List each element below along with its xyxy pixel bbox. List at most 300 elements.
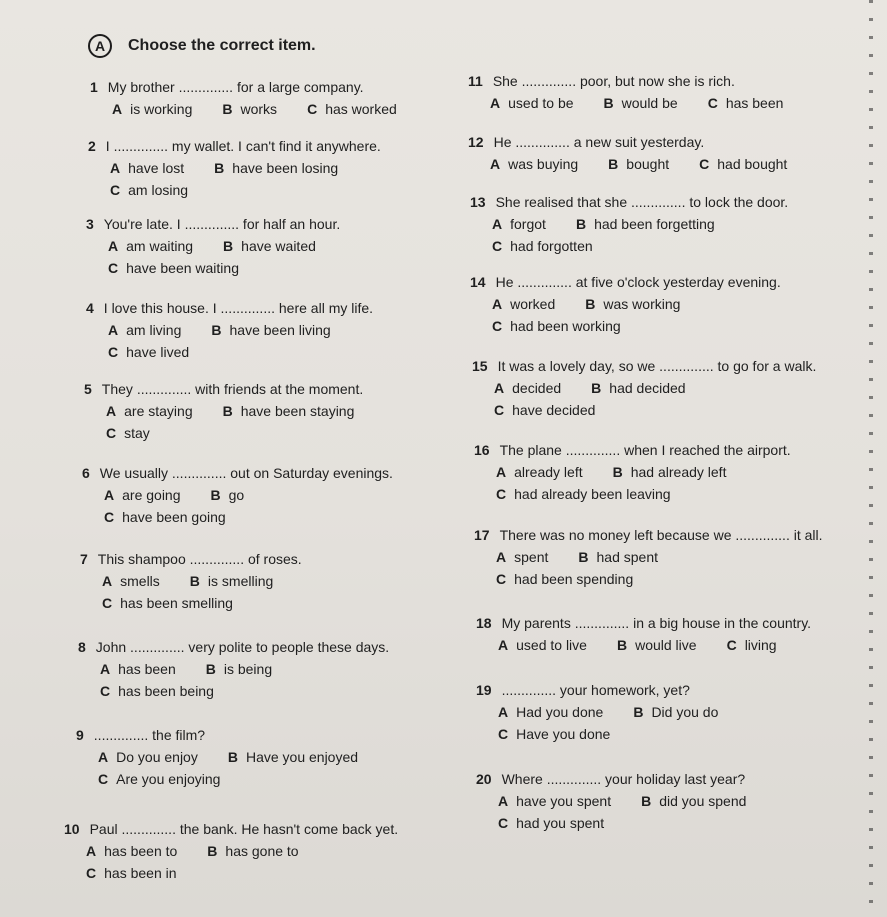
option-letter: A [490, 95, 501, 111]
question-stem [474, 439, 791, 461]
option-text: used to live [516, 637, 587, 653]
stem-text-before: You're late. I [103, 216, 185, 232]
question-11 [468, 70, 813, 114]
question-number: 7 [80, 551, 88, 567]
stem-text-before: We usually [99, 465, 172, 481]
options-row [86, 341, 373, 363]
option-letter: A [106, 403, 117, 419]
question-number: 3 [86, 216, 94, 232]
option-letter: C [492, 238, 503, 254]
options-row [90, 98, 427, 120]
option-a[interactable] [496, 546, 548, 568]
question-number: 13 [470, 194, 486, 210]
question-8 [78, 636, 389, 702]
option-letter: C [496, 571, 507, 587]
options-row [474, 483, 791, 505]
option-letter: C [108, 344, 119, 360]
option-text: had you spent [516, 815, 605, 831]
option-letter: B [603, 95, 614, 111]
option-letter: C [104, 509, 115, 525]
question-6 [82, 462, 393, 528]
options-row [86, 235, 346, 257]
options-row [76, 768, 388, 790]
option-b[interactable] [641, 790, 746, 812]
option-text: have been staying [240, 403, 355, 419]
option-c[interactable] [708, 92, 784, 114]
stem-text-after: of roses. [244, 551, 302, 567]
stem-text-after: out on Saturday evenings. [226, 465, 393, 481]
question-stem [80, 548, 303, 570]
option-text: had forgotten [510, 238, 593, 254]
question-1 [90, 76, 427, 120]
option-letter: B [578, 549, 589, 565]
question-number: 5 [84, 381, 92, 397]
option-text: living [744, 637, 777, 653]
options-row [476, 634, 811, 656]
option-c[interactable] [699, 153, 787, 175]
option-letter: C [110, 182, 121, 198]
answer-blank: .............. [130, 639, 185, 655]
stem-text-after: a new suit yesterday. [569, 134, 705, 150]
answer-blank: .............. [113, 138, 169, 154]
option-a[interactable] [110, 157, 184, 179]
options-row [470, 235, 788, 257]
option-letter: B [591, 380, 602, 396]
options-row [468, 92, 813, 114]
options-row [78, 680, 389, 702]
option-text: am living [126, 322, 182, 338]
option-letter: B [222, 101, 233, 117]
option-text: had been spending [514, 571, 634, 587]
option-text: had already been leaving [514, 486, 671, 502]
question-number: 10 [64, 821, 80, 837]
options-row [86, 319, 373, 341]
options-row [78, 658, 389, 680]
options-row [86, 257, 346, 279]
option-text: Do you enjoy [116, 749, 198, 765]
option-text: Have you enjoyed [245, 749, 359, 765]
options-row [472, 399, 816, 421]
stem-text-before: I [105, 138, 114, 154]
options-row [76, 746, 388, 768]
question-stem [474, 524, 823, 546]
option-letter: C [498, 815, 509, 831]
answer-blank: .............. [501, 682, 557, 698]
option-letter: C [98, 771, 109, 787]
exercise-badge: A [88, 34, 112, 58]
question-stem [476, 768, 776, 790]
options-row [470, 315, 781, 337]
option-c[interactable] [100, 680, 214, 702]
option-b[interactable] [190, 570, 273, 592]
option-letter: A [490, 156, 501, 172]
options-row [82, 484, 393, 506]
question-stem [86, 213, 346, 235]
option-letter: A [498, 637, 509, 653]
option-letter: C [492, 318, 503, 334]
option-letter: B [205, 661, 216, 677]
question-9 [76, 724, 388, 790]
options-row [470, 213, 788, 235]
stem-text-after: the film? [148, 727, 206, 743]
option-c[interactable] [307, 98, 397, 120]
answer-blank: .............. [178, 79, 234, 95]
option-letter: A [108, 322, 119, 338]
option-letter: B [612, 464, 623, 480]
option-letter: B [207, 843, 218, 859]
answer-blank: .............. [189, 551, 245, 567]
option-c[interactable] [106, 422, 150, 444]
options-row [470, 293, 781, 315]
option-text: had already left [630, 464, 727, 480]
option-b[interactable] [228, 746, 358, 768]
question-number: 20 [476, 771, 492, 787]
option-c[interactable] [496, 483, 671, 505]
option-a[interactable] [496, 461, 583, 483]
question-17 [474, 524, 823, 590]
stem-text-after: the bank. He hasn't come back yet. [175, 821, 399, 837]
option-letter: B [227, 749, 238, 765]
question-12 [468, 131, 817, 175]
stem-text-before: She realised that she [495, 194, 631, 210]
option-text: had been working [510, 318, 621, 334]
option-a[interactable] [492, 213, 546, 235]
option-letter: C [100, 683, 111, 699]
option-letter: C [102, 595, 113, 611]
question-5 [84, 378, 384, 444]
answer-blank: .............. [546, 771, 602, 787]
question-stem [82, 462, 393, 484]
option-a[interactable] [494, 377, 561, 399]
question-stem [88, 135, 381, 157]
option-letter: C [707, 95, 718, 111]
options-row [476, 723, 748, 745]
stem-text-before: John [95, 639, 131, 655]
option-b[interactable] [211, 484, 245, 506]
option-b[interactable] [617, 634, 697, 656]
answer-blank: .............. [515, 134, 570, 150]
option-a[interactable] [102, 570, 160, 592]
question-number: 14 [470, 274, 486, 290]
answer-blank: .............. [93, 727, 149, 743]
option-text: had decided [609, 380, 686, 396]
option-text: is smelling [207, 573, 274, 589]
option-b[interactable] [608, 153, 669, 175]
answer-blank: .............. [121, 821, 176, 837]
options-row [472, 377, 816, 399]
option-text: did you spend [659, 793, 747, 809]
option-b[interactable] [633, 701, 718, 723]
options-row [84, 422, 384, 444]
question-stem [78, 636, 389, 658]
option-text: used to be [508, 95, 574, 111]
option-text: have decided [512, 402, 596, 418]
option-a[interactable] [100, 658, 176, 680]
option-letter: A [496, 549, 507, 565]
option-letter: A [86, 843, 97, 859]
options-row [80, 570, 303, 592]
option-text: has been [725, 95, 784, 111]
option-b[interactable] [604, 92, 678, 114]
options-row [82, 506, 393, 528]
option-b[interactable] [576, 213, 715, 235]
option-text: is being [223, 661, 273, 677]
option-letter: C [699, 156, 710, 172]
stem-text-before: This shampoo [97, 551, 190, 567]
option-c[interactable] [110, 179, 188, 201]
option-c[interactable] [727, 634, 777, 656]
option-letter: C [108, 260, 119, 276]
question-3 [86, 213, 346, 279]
option-letter: B [223, 238, 234, 254]
option-c[interactable] [102, 592, 233, 614]
question-number: 11 [468, 73, 483, 89]
option-text: have lost [128, 160, 185, 176]
option-letter: A [494, 380, 505, 396]
option-letter: B [633, 704, 644, 720]
option-c[interactable] [498, 812, 604, 834]
option-letter: B [189, 573, 200, 589]
option-text: would live [635, 637, 697, 653]
question-number: 2 [88, 138, 96, 154]
stem-text-after: your holiday last year? [601, 771, 746, 787]
option-text: decided [512, 380, 562, 396]
stem-text-before: My parents [501, 615, 575, 631]
stem-text-before: They [101, 381, 137, 397]
stem-text-before: He [493, 134, 516, 150]
question-13 [470, 191, 788, 257]
stem-text-after: at five o'clock yesterday evening. [571, 274, 781, 290]
option-a[interactable] [108, 235, 193, 257]
option-a[interactable] [490, 92, 574, 114]
option-letter: A [98, 749, 109, 765]
option-a[interactable] [98, 746, 198, 768]
question-19 [476, 679, 748, 745]
answer-blank: .............. [171, 465, 227, 481]
option-text: has been smelling [120, 595, 233, 611]
options-row [476, 812, 776, 834]
options-row [474, 546, 823, 568]
option-c[interactable] [86, 862, 177, 884]
stem-text-before: She [492, 73, 522, 89]
answer-blank: .............. [574, 615, 630, 631]
question-stem [476, 679, 748, 701]
option-c[interactable] [492, 235, 593, 257]
option-text: have been going [122, 509, 226, 525]
option-text: have lived [126, 344, 190, 360]
option-a[interactable] [108, 319, 181, 341]
option-c[interactable] [98, 768, 220, 790]
question-number: 15 [472, 358, 488, 374]
stem-text-before: I love this house. I [103, 300, 221, 316]
option-b[interactable] [613, 461, 727, 483]
question-number: 4 [86, 300, 94, 316]
option-a[interactable] [106, 400, 193, 422]
stem-text-before: There was no money left because we [499, 527, 736, 543]
stem-text-after: when I reached the airport. [620, 442, 791, 458]
stem-text-before: Where [501, 771, 547, 787]
stem-text-after: it all. [789, 527, 823, 543]
option-letter: C [496, 486, 507, 502]
question-number: 17 [474, 527, 490, 543]
options-row [476, 701, 748, 723]
option-c[interactable] [108, 341, 189, 363]
question-stem [64, 818, 398, 840]
option-c[interactable] [492, 315, 621, 337]
option-text: forgot [510, 216, 546, 232]
option-letter: A [100, 661, 111, 677]
option-letter: A [108, 238, 119, 254]
stem-text-before: It was a lovely day, so we [497, 358, 660, 374]
option-b[interactable] [207, 840, 298, 862]
stem-text-after: your homework, yet? [556, 682, 690, 698]
option-c[interactable] [108, 257, 239, 279]
option-letter: B [585, 296, 596, 312]
option-text: am losing [128, 182, 189, 198]
stem-text-after: very polite to people these days. [184, 639, 390, 655]
option-text: Have you done [516, 726, 611, 742]
option-text: spent [514, 549, 549, 565]
option-text: bought [626, 156, 670, 172]
stem-text-after: my wallet. I can't find it anywhere. [168, 138, 381, 154]
option-text: has gone to [225, 843, 299, 859]
option-letter: B [616, 637, 628, 653]
question-stem [84, 378, 384, 400]
answer-blank: .............. [136, 381, 192, 397]
option-text: smells [120, 573, 160, 589]
option-letter: B [211, 322, 222, 338]
option-b[interactable] [214, 157, 338, 179]
option-letter: A [112, 101, 123, 117]
option-text: would be [621, 95, 678, 111]
options-row [468, 153, 817, 175]
option-b[interactable] [223, 235, 316, 257]
question-stem [470, 191, 788, 213]
answer-blank: .............. [631, 194, 686, 210]
option-c[interactable] [104, 506, 226, 528]
option-b[interactable] [222, 98, 277, 120]
option-text: have you spent [516, 793, 612, 809]
answer-blank: .............. [517, 274, 572, 290]
option-b[interactable] [585, 293, 680, 315]
options-row [476, 790, 776, 812]
option-letter: C [494, 402, 505, 418]
exercise-title: Choose the correct item. [128, 37, 316, 54]
options-row [474, 568, 823, 590]
option-text: stay [124, 425, 150, 441]
option-a[interactable] [498, 701, 603, 723]
question-stem [86, 297, 373, 319]
option-text: am waiting [126, 238, 194, 254]
option-letter: A [492, 296, 503, 312]
option-b[interactable] [591, 377, 685, 399]
option-text: are going [122, 487, 181, 503]
option-letter: B [210, 487, 221, 503]
question-number: 6 [82, 465, 90, 481]
question-stem [476, 612, 811, 634]
answer-blank: .............. [735, 527, 790, 543]
option-letter: C [86, 865, 97, 881]
option-letter: A [104, 487, 115, 503]
question-20 [476, 768, 776, 834]
option-a[interactable] [490, 153, 578, 175]
question-stem [76, 724, 388, 746]
option-a[interactable] [498, 790, 611, 812]
option-text: have been living [229, 322, 331, 338]
option-text: have waited [241, 238, 316, 254]
question-number: 18 [476, 615, 492, 631]
option-text: had been forgetting [594, 216, 715, 232]
option-b[interactable] [211, 319, 330, 341]
option-letter: A [102, 573, 113, 589]
option-c[interactable] [494, 399, 595, 421]
option-c[interactable] [496, 568, 633, 590]
options-row [80, 592, 303, 614]
question-stem [468, 70, 813, 92]
answer-blank: .............. [184, 216, 240, 232]
option-letter: A [498, 793, 509, 809]
option-text: has been being [118, 683, 214, 699]
option-text: had spent [596, 549, 658, 565]
option-c[interactable] [498, 723, 610, 745]
option-text: Had you done [516, 704, 604, 720]
option-letter: B [214, 160, 225, 176]
question-number: 19 [476, 682, 492, 698]
answer-blank: .............. [220, 300, 275, 316]
option-letter: C [498, 726, 509, 742]
option-a[interactable] [498, 634, 587, 656]
stem-text-before: The plane [499, 442, 566, 458]
options-row [64, 840, 398, 862]
option-b[interactable] [578, 546, 658, 568]
question-stem [90, 76, 427, 98]
question-7 [80, 548, 303, 614]
options-row [474, 461, 791, 483]
option-letter: B [222, 403, 233, 419]
option-text: has been to [104, 843, 178, 859]
option-letter: A [110, 160, 121, 176]
option-text: have been waiting [126, 260, 239, 276]
stem-text-after: in a big house in the country. [629, 615, 812, 631]
question-4 [86, 297, 373, 363]
option-a[interactable] [104, 484, 181, 506]
answer-blank: .............. [565, 442, 621, 458]
option-letter: B [641, 793, 652, 809]
question-number: 9 [76, 727, 84, 743]
question-number: 1 [90, 79, 98, 95]
option-text: works [240, 101, 278, 117]
option-a[interactable] [86, 840, 177, 862]
option-a[interactable] [112, 98, 192, 120]
options-row [88, 157, 381, 179]
option-letter: A [492, 216, 503, 232]
question-number: 16 [474, 442, 490, 458]
options-row [84, 400, 384, 422]
stem-text-after: poor, but now she is rich. [576, 73, 735, 89]
question-number: 8 [78, 639, 86, 655]
option-letter: A [498, 704, 509, 720]
question-2 [88, 135, 381, 201]
option-text: Did you do [651, 704, 719, 720]
option-b[interactable] [206, 658, 272, 680]
stem-text-after: for a large company. [233, 79, 364, 95]
option-letter: B [575, 216, 587, 232]
option-b[interactable] [223, 400, 355, 422]
option-a[interactable] [492, 293, 555, 315]
answer-blank: .............. [521, 73, 577, 89]
option-letter: C [307, 101, 318, 117]
option-text: already left [514, 464, 583, 480]
